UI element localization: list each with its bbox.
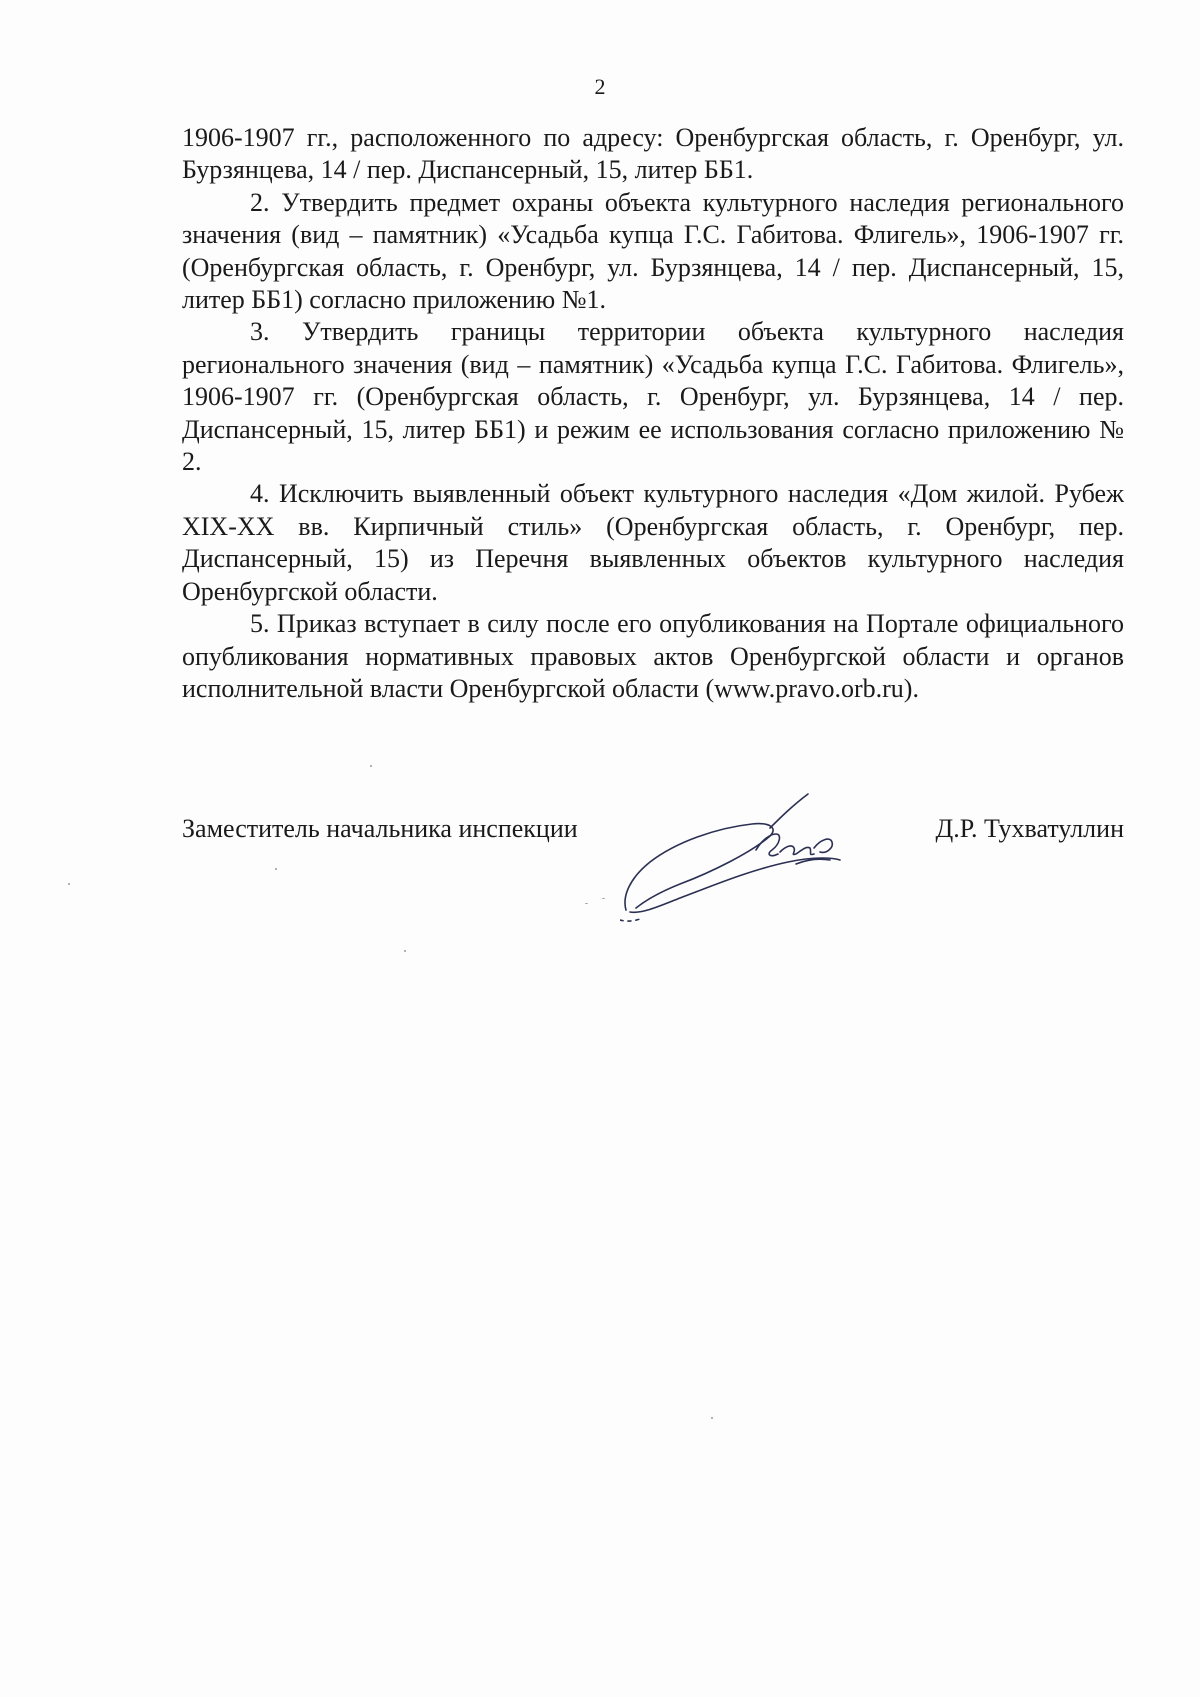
scan-speck <box>711 1417 713 1419</box>
signer-title: Заместитель начальника инспекции <box>182 814 578 843</box>
scan-speck <box>68 883 70 885</box>
scan-speck <box>370 765 372 767</box>
scan-speck <box>602 898 605 899</box>
paragraph-continuation: 1906-1907 гг., расположенного по адресу: Оренбургская область, г. Оренбург, ул. Бурзянцева, 14 / пер. Диспансерный, 15, литер ББ1. <box>182 123 1124 185</box>
page-number: 2 <box>594 74 606 99</box>
handwritten-signature-icon <box>620 788 890 928</box>
signer-name: Д.Р. Тухватуллин <box>935 814 1124 843</box>
scan-speck <box>404 950 406 952</box>
document-body <box>182 122 1124 705</box>
paragraph-item-3: 3. Утвердить границы территории объекта культурного наследия регионального значения (вид – памятник) «Усадьба купца Г.С. Габитова. Флигель», 1906-1907 гг. (Оренбургская область, г. Оренбург, ул. Бурзянцева, 14 / пер. Диспансерный, 15, литер ББ1) и режим ее использования согласно приложению № 2. <box>182 317 1124 477</box>
scan-speck <box>585 903 588 904</box>
paragraph-item-4: 4. Исключить выявленный объект культурного наследия «Дом жилой. Рубеж XIX-XX вв. Кирпичный стиль» (Оренбургская область, г. Оренбург, пер. Диспансерный, 15) из Перечня выявленных объектов культурного наследия Оренбургской области. <box>182 479 1124 606</box>
scan-speck <box>275 868 277 870</box>
paragraph-item-5: 5. Приказ вступает в силу после его опубликования на Портале официального опубликования нормативных правовых актов Оренбургской области и органов исполнительной власти Оренбургской области (www.pravo.orb.ru). <box>182 609 1124 703</box>
paragraph-item-2: 2. Утвердить предмет охраны объекта культурного наследия регионального значения (вид – памятник) «Усадьба купца Г.С. Габитова. Флигель», 1906-1907 гг. (Оренбургская область, г. Оренбург, ул. Бурзянцева, 14 / пер. Диспансерный, 15, литер ББ1) согласно приложению №1. <box>182 187 1124 315</box>
